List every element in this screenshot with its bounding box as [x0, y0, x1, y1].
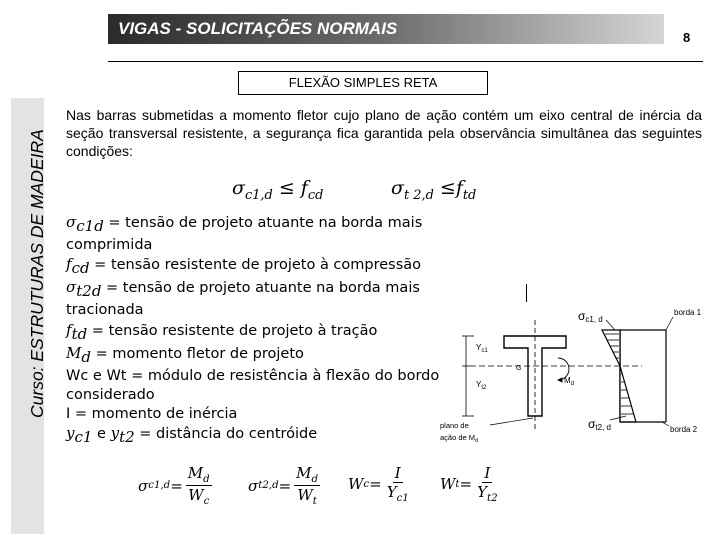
condition-tension: $\sigma_{t 2,d} \le f_{td}$ — [391, 177, 477, 203]
definition-wc-wt: Wc e Wt = módulo de resistência à flexão do bordo — [66, 367, 440, 384]
page-number: 8 — [683, 30, 691, 45]
borda-1-label: borda 1 — [674, 308, 702, 317]
header-divider — [108, 61, 703, 62]
formula-wc: W c = $\frac{I}{Y_{c1}}$ — [348, 464, 409, 504]
course-label: Curso: ESTRUTURAS DE MADEIRA — [27, 129, 47, 418]
beam-stress-diagram — [430, 290, 710, 460]
formula-wt: W t = $\frac{I}{Y_{t2}}$ — [440, 464, 498, 504]
compression-triangle — [602, 330, 620, 366]
definition-sigma-t2d: $\sigma_{t2d}$ = tensão de projeto atuante na borda mais — [66, 278, 420, 301]
condition-compression: $\sigma_{c1,d} \le f_{cd}$ — [232, 177, 324, 203]
definitions-list — [66, 213, 456, 448]
plane-label-line2: ação de $M_d$ — [440, 433, 479, 444]
definition-fcd: $f_{cd}$ = tensão resistente de projeto à compressão — [66, 255, 422, 278]
definition-md: $M_d$ = momento fletor de projeto — [66, 343, 304, 366]
definition-sigma-c1d: $\sigma_{c1d}$ = tensão de projeto atuante na borda mais — [66, 213, 423, 235]
plane-label-leader — [490, 418, 533, 425]
formula-sigma-c1d: σ c1,d = $\frac{M_d}{W_c}$ — [138, 464, 210, 507]
definition-distances: $y_{c1}$ e $y_{t2}$ = distância do centróide — [66, 424, 318, 447]
intro-paragraph: Nas barras submetidas a momento fletor cujo plano de ação contém um eixo central de inércia da seção transversal resistente, a segurança fica garantida pela observância simultânea das seguintes condições: — [66, 107, 702, 159]
borda-2-leader — [662, 422, 669, 426]
sigma-t2d-label: σt2, d — [588, 417, 611, 432]
borda-1-leader — [666, 317, 673, 330]
definition-sigma-t2d-cont: tracionada — [66, 302, 144, 319]
slide-title: VIGAS - SOLICITAÇÕES NORMAIS — [118, 19, 398, 38]
formula-sigma-t2d: σ t2,d = $\frac{M_d}{W_t}$ — [248, 464, 319, 507]
yt2-label: $Y_{t2}$ — [476, 380, 487, 391]
centroid-label: G — [516, 365, 522, 372]
definition-ftd: $f_{td}$ = tensão resistente de projeto à tração — [66, 320, 378, 343]
definition-wc-wt-cont: considerado — [66, 387, 155, 404]
plane-label-line1: plano de — [440, 421, 469, 430]
md-label: $M_d$ — [564, 376, 575, 387]
definition-sigma-c1d-cont: comprimida — [66, 237, 153, 254]
definition-inertia: I = momento de inércia — [66, 406, 238, 423]
borda-2-label: borda 2 — [670, 425, 698, 434]
yc1-label: $Y_{c1}$ — [476, 343, 488, 354]
section-subtitle: FLEXÃO SIMPLES RETA — [238, 71, 488, 95]
sigma-c1d-leader — [606, 320, 615, 330]
sigma-c1d-label: σc1, d — [578, 309, 603, 324]
